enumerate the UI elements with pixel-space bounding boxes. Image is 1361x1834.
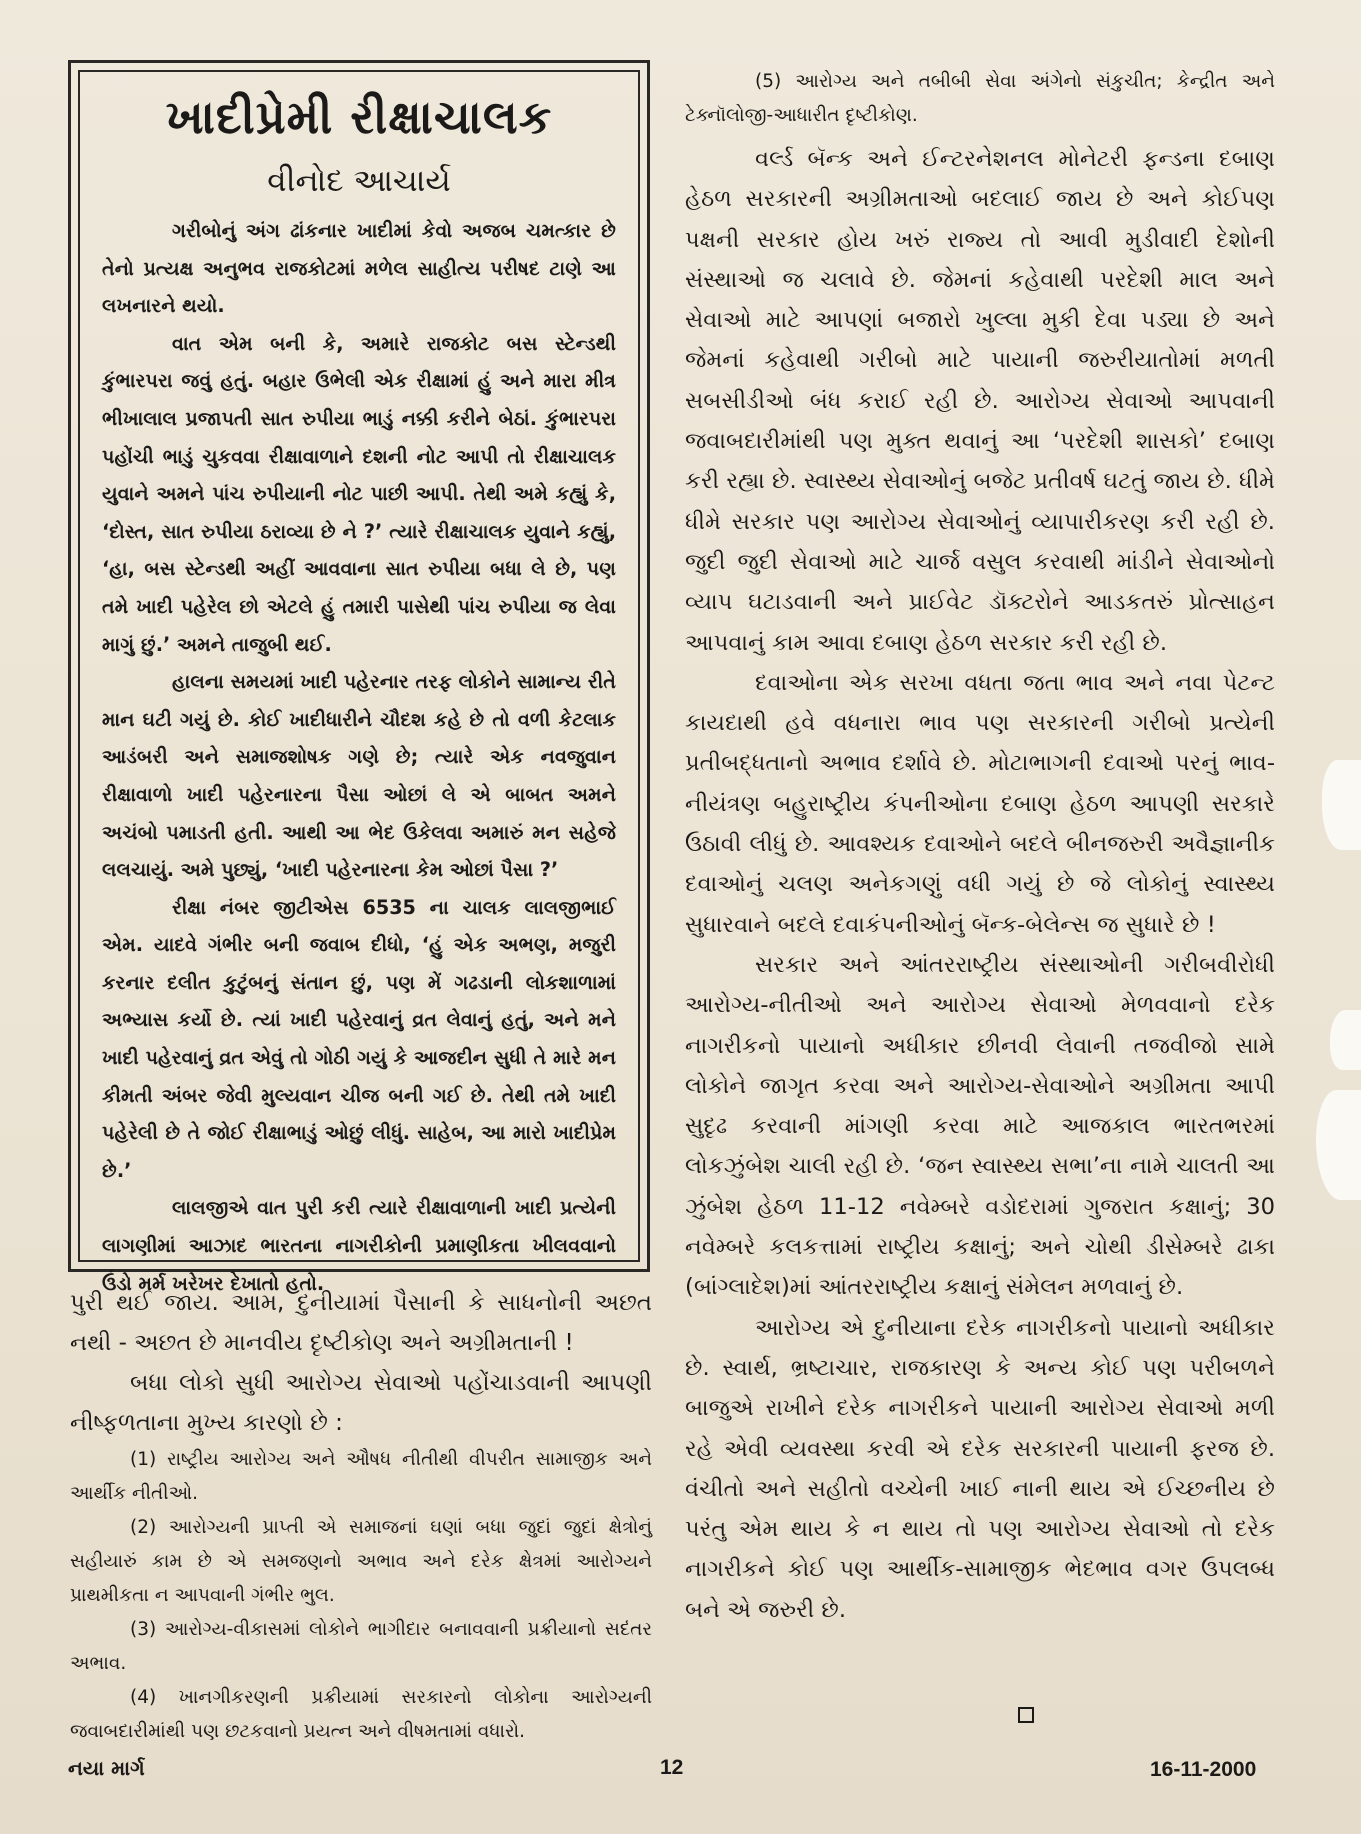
cause-item: (2) આરોગ્યની પ્રાપ્તી એ સમાજનાં ઘણાં બધા જુદાં જુદાં ક્ષેત્રોનું સહીયારું કામ છે એ સમજણનો અભાવ અને દરેક ક્ષેત્રમાં આરોગ્યને પ્રાથમીકતા ન આપવાની ગંભીર ભુલ. <box>70 1517 652 1606</box>
box-paragraph: લાલજીએ વાત પુરી કરી ત્યારે રીક્ષાવાળાની ખાદી પ્રત્યેની લાગણીમાં આઝાદ ભારતના નાગરીકોની પ્રમાણીકતા ખીલવવાનો ઉંડો મર્મ ખરેખર દેખાતો હતો. <box>102 1196 616 1295</box>
issue-date: 16-11-2000 <box>1150 1758 1257 1781</box>
cause-item: (1) રાષ્ટ્રીય આરોગ્ય અને ઔષધ નીતીથી વીપરીત સામાજીક અને આર્થીક નીતીઓ. <box>70 1449 652 1504</box>
left-column-text <box>70 1283 652 1749</box>
torn-edge <box>1330 1010 1361 1070</box>
cause-item: (5) આરોગ્ય અને તબીબી સેવા અંગેનો સંકુચીત; કેન્દ્રીત અને ટેક્નૉલોજી-આધારીત દૃષ્ટીકોણ. <box>685 71 1275 126</box>
box-paragraph: હાલના સમયમાં ખાદી પહેરનાર તરફ લોકોને સામાન્ય રીતે માન ઘટી ગયું છે. કોઈ ખાદીધારીને ચૌદશ કહે છે તો વળી કેટલાક આડંબરી અને સમાજશોષક ગણે છે; ત્યારે એક નવજુવાન રીક્ષાવાળો ખાદી પહેરનારના પૈસા ઓછાં લે એ બાબત અમને અચંબો પમાડતી હતી. આથી આ ભેદ ઉકેલવા અમારું મન સહેજે લલચાયું. અમે પુછ્યું, ‘ખાદી પહેરનારના કેમ ઓછાં પૈસા ?’ <box>102 670 616 882</box>
end-of-article-square-icon <box>1018 1707 1034 1723</box>
magazine-name: નયા માર્ગ <box>68 1756 145 1780</box>
cause-item: (3) આરોગ્ય-વીકાસમાં લોકોને ભાગીદાર બનાવવાની પ્રક્રીયાનો સદંતર અભાવ. <box>70 1619 652 1674</box>
torn-edge <box>1316 1090 1361 1200</box>
box-paragraph: ગરીબોનું અંગ ઢાંકનાર ખાદીમાં કેવો અજબ ચમત્કાર છે તેનો પ્રત્યક્ષ અનુભવ રાજકોટમાં મળેલ સાહીત્ય પરીષદ ટાણે આ લખનારને થયો. <box>102 219 616 318</box>
causes-intro: બધા લોકો સુધી આરોગ્ય સેવાઓ પહોંચાડવાની આપણી નીષ્ફળતાના મુખ્ય કારણો છે : <box>70 1370 652 1436</box>
body-paragraph: વર્લ્ડ બૅન્ક અને ઈન્ટરનેશનલ મોનેટરી ફન્ડના દબાણ હેઠળ સરકારની અગ્રીમતાઓ બદલાઈ જાય છે અને કોઈપણ પક્ષની સરકાર હોય ખરું રાજ્ય તો આવી મુડીવાદી દેશોની સંસ્થાઓ જ ચલાવે છે. જેમનાં કહેવાથી પરદેશી માલ અને સેવાઓ માટે આપણાં બજારો ખુલ્લા મુકી દેવા પડ્યા છે અને જેમનાં કહેવાથી ગરીબો માટે પાયાની જરુરીયાતોમાં મળતી સબસીડીઓ બંધ કરાઈ રહી છે. આરોગ્ય સેવાઓ આપવાની જવાબદારીમાંથી પણ મુક્ત થવાનું આ ‘પરદેશી શાસકો’ દબાણ કરી રહ્યા છે. સ્વાસ્થ્ય સેવાઓનું બજેટ પ્રતીવર્ષ ઘટતું જાય છે. ધીમે ધીમે સરકાર પણ આરોગ્ય સેવાઓનું વ્યાપારીકરણ કરી રહી છે. જુદી જુદી સેવાઓ માટે ચાર્જ વસુલ કરવાથી માંડીને સેવાઓનો વ્યાપ ઘટાડવાની અને પ્રાઈવેટ ડૉક્ટરોને આડકતરું પ્રોત્સાહન આપવાનું કામ આવા દબાણ હેઠળ સરકાર કરી રહી છે. <box>685 146 1275 656</box>
article-title: ખાદીપ્રેમી રીક્ષાચાલક <box>165 90 553 144</box>
box-paragraph: રીક્ષા નંબર જીટીએસ 6535 ના ચાલક લાલજીભાઈ એમ. યાદવે ગંભીર બની જવાબ દીધો, ‘હું એક અભણ, મજુરી કરનાર દલીત કુટુંબનું સંતાન છું, પણ મેં ગઢડાની લોકશાળામાં અભ્યાસ કર્યો છે. ત્યાં ખાદી પહેરવાનું વ્રત લેવાનું હતું, અને મને ખાદી પહેરવાનું વ્રત એવું તો ગોઠી ગયું કે આજદીન સુધી તે મારે મન કીમતી અંબર જેવી મુલ્યવાન ચીજ બની ગઈ છે. તેથી તમે ખાદી પહેરેલી છે તે જોઈ રીક્ષાભાડું ઓછું લીધું. સાહેબ, આ મારો ખાદીપ્રેમ છે.’ <box>102 895 616 1182</box>
article-box <box>78 70 640 1295</box>
body-paragraph: આરોગ્ય એ દુનીયાના દરેક નાગરીકનો પાયાનો અધીકાર છે. સ્વાર્થ, ભ્રષ્ટાચાર, રાજકારણ કે અન્ય કોઈ પણ પરીબળને બાજુએ રાખીને દરેક નાગરીકને પાયાની આરોગ્ય સેવાઓ મળી રહે એવી વ્યવસ્થા કરવી એ દરેક સરકારની પાયાની ફરજ છે. વંચીતો અને સહીતો વચ્ચેની ખાઈ નાની થાય એ ઈચ્છનીય છે પરંતુ એમ થાય કે ન થાય તો પણ આરોગ્ય સેવાઓ તો દરેક નાગરીકને કોઈ પણ આર્થીક-સામાજીક ભેદભાવ વગર ઉપલબ્ધ બને એ જરુરી છે. <box>685 1314 1275 1623</box>
body-paragraph: દવાઓના એક સરખા વધતા જતા ભાવ અને નવા પેટન્ટ કાયદાથી હવે વધનારા ભાવ પણ સરકારની ગરીબો પ્રત્યેની પ્રતીબદ્ધતાનો અભાવ દર્શાવે છે. મોટાભાગની દવાઓ પરનું ભાવ-નીયંત્રણ બહુરાષ્ટ્રીય કંપનીઓના દબાણ હેઠળ આપણી સરકારે ઉઠાવી લીધું છે. આવશ્યક દવાઓને બદલે બીનજરુરી અવૈજ્ઞાનીક દવાઓનું ચલણ અનેકગણું વધી ગયું છે જે લોકોનું સ્વાસ્થ્ય સુધારવાને બદલે દવાકંપનીઓનું બૅન્ક-બેલેન્સ જ સુધારે છે ! <box>685 669 1275 938</box>
torn-edge <box>1322 760 1361 850</box>
article-author: વીનોદ આચાર્ય <box>267 163 451 199</box>
right-column-text <box>685 65 1275 1630</box>
page-number: 12 <box>660 1756 684 1779</box>
box-paragraph: વાત એમ બની કે, અમારે રાજકોટ બસ સ્ટેન્ડથી કુંભારપરા જવું હતું. બહાર ઉભેલી એક રીક્ષામાં હું અને મારા મીત્ર ભીખાલાલ પ્રજાપતી સાત રુપીયા ભાડું નક્કી કરીને બેઠાં. કુંભારપરા પહોંચી ભાડું ચુકવવા રીક્ષાવાળાને દશની નોટ આપી તો રીક્ષાચાલક યુવાને અમને પાંચ રુપીયાની નોટ પાછી આપી. તેથી અમે કહ્યું કે, ‘દોસ્ત, સાત રુપીયા ઠરાવ્યા છે ને ?’ ત્યારે રીક્ષાચાલક યુવાને કહ્યું, ‘હા, બસ સ્ટેન્ડથી અહીં આવવાના સાત રુપીયા બધા લે છે, પણ તમે ખાદી પહેરેલ છો એટલે હું તમારી પાસેથી પાંચ રુપીયા જ લેવા માગું છું.’ અમને તાજુબી થઈ. <box>102 331 616 656</box>
continued-paragraph: પુરી થઈ જાય. આમ, દુનીયામાં પૈસાની કે સાધનોની અછત નથી - અછત છે માનવીય દૃષ્ટીકોણ અને અગ્રીમતાની ! <box>70 1290 652 1356</box>
cause-item: (4) ખાનગીકરણની પ્રક્રીયામાં સરકારનો લોકોના આરોગ્યની જવાબદારીમાંથી પણ છટકવાનો પ્રયત્ન અને વીષમતામાં વધારો. <box>70 1687 652 1742</box>
body-paragraph: સરકાર અને આંતરરાષ્ટ્રીય સંસ્થાઓની ગરીબવીરોધી આરોગ્ય-નીતીઓ અને આરોગ્ય સેવાઓ મેળવવાનો દરેક નાગરીકનો પાયાનો અધીકાર છીનવી લેવાની તજવીજો સામે લોકોને જાગૃત કરવા અને આરોગ્ય-સેવાઓને અગ્રીમતા આપી સુદૃઢ કરવાની માંગણી કરવા માટે આજકાલ ભારતભરમાં લોકઝુંબેશ ચાલી રહી છે. ‘જન સ્વાસ્થ્ય સભા’ના નામે ચાલતી આ ઝુંબેશ હેઠળ 11-12 નવેમ્બરે વડોદરામાં ગુજરાત કક્ષાનું; 30 નવેમ્બરે કલકત્તામાં રાષ્ટ્રીય કક્ષાનું; અને ચોથી ડીસેમ્બરે ઢાકા (બાંગ્લાદેશ)માં આંતરરાષ્ટ્રીય કક્ષાનું સંમેલન મળવાનું છે. <box>685 951 1275 1301</box>
